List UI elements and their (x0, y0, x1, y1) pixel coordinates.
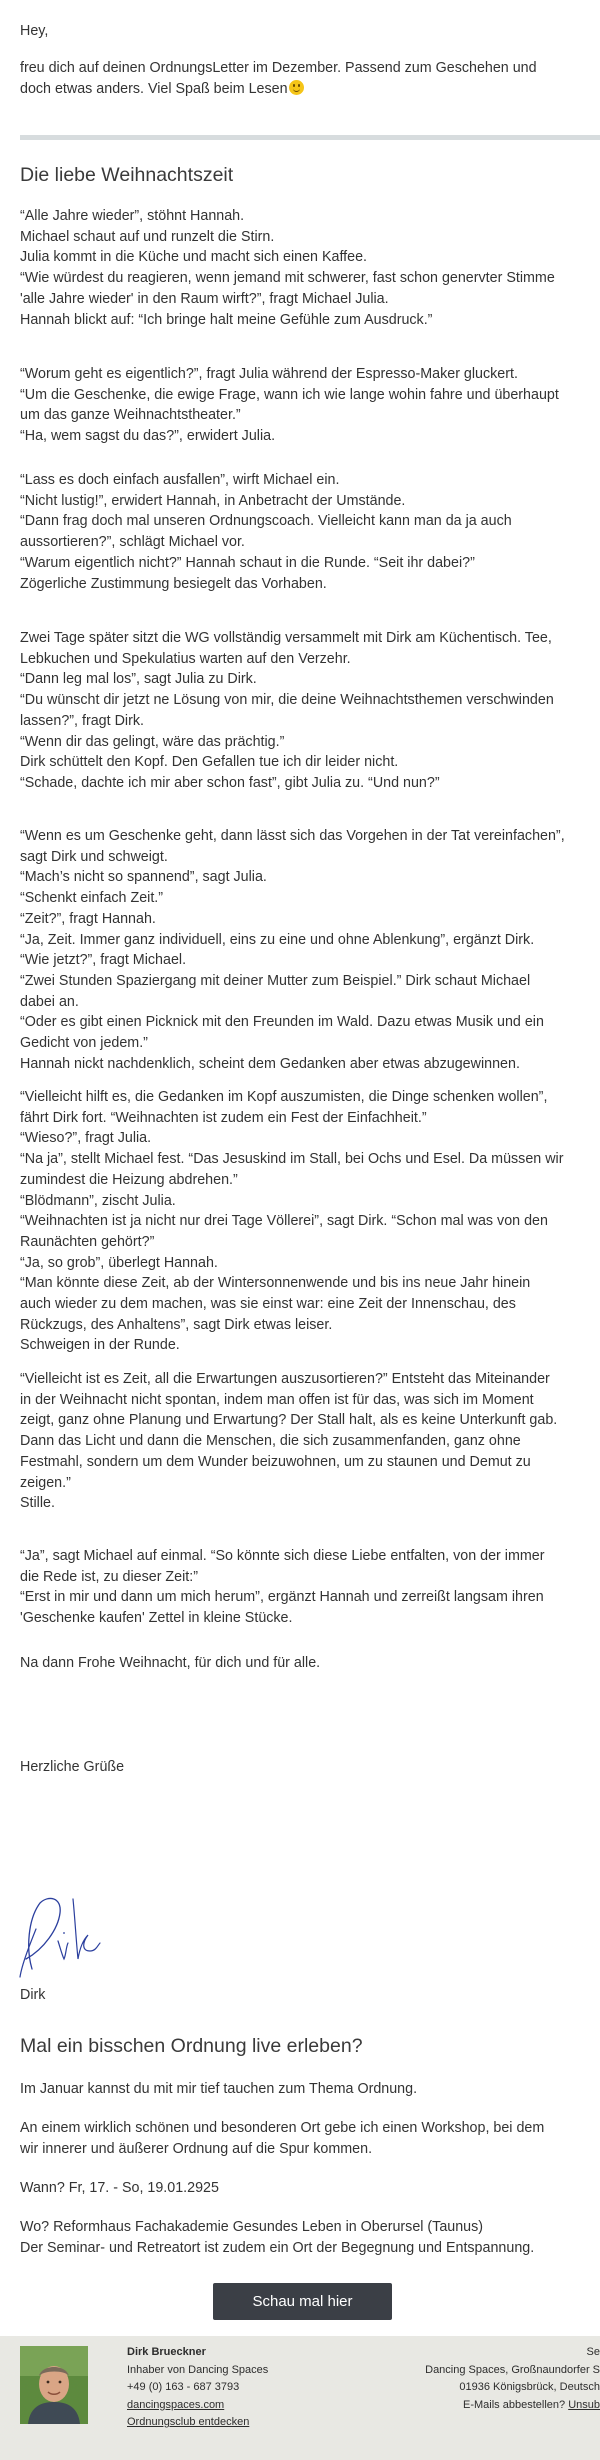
footer-role: Inhaber von Dancing Spaces (127, 2363, 269, 2376)
story-line: “Wenn dir das gelingt, wäre das prächtig.” (20, 733, 285, 750)
story-paragraph (20, 826, 565, 1074)
intro-line-1: freu dich auf deinen OrdnungsLetter im Dezember. Passend zum Geschehen und (20, 60, 537, 76)
story-paragraph (20, 470, 512, 594)
workshop-line: Der Seminar- und Retreatort ist zudem ein Ort der Begegnung und Entspannung. (20, 2239, 535, 2256)
story-closing-line: Na dann Frohe Weihnacht, für dich und für alle. (20, 1655, 321, 1671)
workshop-line: Wann? Fr, 17. - So, 19.01.2925 (20, 2180, 219, 2196)
story-line: “Man könnte diese Zeit, ab der Wintersonnenwende und bis ins neue Jahr hinein (20, 1275, 531, 1292)
story-line: “Zwei Stunden Spaziergang mit deiner Mutter zum Beispiel.” Dirk schaut Michael (20, 972, 531, 989)
story-paragraph (20, 206, 555, 330)
story-paragraph (20, 1087, 563, 1356)
footer-name: Dirk Brueckner (127, 2346, 206, 2358)
story-line: “Lass es doch einfach ausfallen”, wirft Michael ein. (20, 472, 340, 488)
greeting: Hey, (20, 23, 49, 39)
story-line: “Wie jetzt?”, fragt Michael. (20, 952, 187, 969)
story-line: Hannah nickt nachdenklich, scheint dem Gedanken aber etwas abzugewinnen. (20, 1055, 520, 1072)
story-line: “Dann leg mal los”, sagt Julia zu Dirk. (20, 671, 257, 688)
story-line: Hannah blickt auf: “Ich bringe halt meine Gefühle zum Ausdruck.” (20, 311, 433, 328)
workshop-line: An einem wirklich schönen und besonderen Ort gebe ich einen Workshop, bei dem (20, 2120, 545, 2136)
story-line: Festmahl, sondern um dem Wunder beizuwohnen, um zu staunen und Demut zu (20, 1453, 531, 1470)
story-line: “Um die Geschenke, die ewige Frage, wann ich wie lange wohin fahre und überhaupt (20, 386, 559, 403)
story-line: die Rede ist, zu dieser Zeit:” (20, 1568, 198, 1585)
story-line: zumindest die Heizung abdrehen.” (20, 1171, 238, 1188)
divider (20, 135, 600, 140)
story-line: “Vielleicht hilft es, die Gedanken im Kopf auszumisten, die Dinge schenken wollen”, (20, 1089, 548, 1105)
footer (0, 2336, 600, 2460)
story-paragraph (20, 628, 554, 794)
story-paragraph (20, 364, 559, 447)
story-line: fährt Dirk fort. “Weihnachten ist zudem ein Fest der Einfachheit.” (20, 1109, 427, 1126)
story-paragraph (20, 1369, 557, 1514)
story-line: “Vielleicht ist es Zeit, all die Erwartungen auszusortieren?” Entsteht das Miteinander (20, 1371, 550, 1387)
story-line: “Blödmann”, zischt Julia. (20, 1192, 176, 1209)
workshop-date (20, 2178, 219, 2199)
story-line: “Ja, so grob”, überlegt Hannah. (20, 1254, 218, 1271)
story-line: Zwei Tage später sitzt die WG vollständig versammelt mit Dirk am Küchentisch. Tee, (20, 630, 552, 646)
intro-line-2: doch etwas anders. Viel Spaß beim Lesen (20, 80, 288, 97)
story-line: “Du wünscht dir jetzt ne Lösung von mir, die deine Weihnachtsthemen verschwinden (20, 692, 554, 709)
closing-greeting: Herzliche Grüße (20, 1759, 125, 1775)
story-line: 'alle Jahre wieder' in den Raum wirft?”, fragt Michael Julia. (20, 290, 389, 307)
story-line: 'Geschenke kaufen' Zettel in kleine Stücke. (20, 1610, 293, 1627)
story-line: zeigt, ganz ohne Planung und Erwartung? Der Stall halt, als es keine Unterkunft gab. (20, 1412, 558, 1429)
story-line: zeigen.” (20, 1474, 71, 1491)
story-line: Stille. (20, 1495, 55, 1512)
story-paragraph (20, 1546, 544, 1629)
footer-website-link[interactable]: dancingspaces.com (127, 2398, 225, 2411)
story-line: “Warum eigentlich nicht?” Hannah schaut in die Runde. “Seit ihr dabei?” (20, 554, 475, 571)
story-line: “Ha, wem sagst du das?”, erwidert Julia. (20, 428, 276, 445)
unsubscribe-prefix: E-Mails abbestellen? (463, 2398, 566, 2411)
workshop-line: Wo? Reformhaus Fachakademie Gesundes Leben in Oberursel (Taunus) (20, 2219, 484, 2235)
footer-right-top: Se (586, 2346, 600, 2358)
story-line: lassen?”, fragt Dirk. (20, 712, 144, 729)
story-line: um das ganze Weihnachtstheater.” (20, 407, 241, 424)
story-line: Dann das Licht und dann die Menschen, die sich zusammenfanden, ganz ohne (20, 1433, 521, 1450)
intro-paragraph (20, 58, 537, 99)
story-line: Julia kommt in die Küche und macht sich einen Kaffee. (20, 249, 368, 266)
workshop-paragraph (20, 2118, 544, 2159)
story-line: “Mach’s nicht so spannend”, sagt Julia. (20, 869, 267, 886)
story-line: “Ja”, sagt Michael auf einmal. “So könnte sich diese Liebe entfalten, von der immer (20, 1548, 545, 1564)
workshop-line: Im Januar kannst du mit mir tief tauchen zum Thema Ordnung. (20, 2081, 418, 2097)
story-line: “Schade, dachte ich mir aber schon fast”, gibt Julia zu. “Und nun?” (20, 774, 440, 791)
story-line: “Wie würdest du reagieren, wenn jemand mit schwerer, fast schon genervter Stimme (20, 270, 555, 287)
story-line: “Weihnachten ist ja nicht nur drei Tage Völlerei”, sagt Dirk. “Schon mal was von den (20, 1213, 548, 1230)
story-line: Michael schaut auf und runzelt die Stirn. (20, 228, 275, 245)
section-title-workshop: Mal ein bisschen Ordnung live erleben? (20, 2035, 363, 2057)
story-line: Dirk schüttelt den Kopf. Den Gefallen tue ich dir leider nicht. (20, 754, 399, 771)
footer-contact (127, 2344, 268, 2432)
story-line: “Wieso?”, fragt Julia. (20, 1130, 152, 1147)
footer-unsubscribe (300, 2397, 600, 2415)
workshop-paragraph (20, 2079, 417, 2100)
signature-name: Dirk (20, 1987, 46, 2003)
story-line: “Schenkt einfach Zeit.” (20, 890, 164, 907)
story-line: “Oder es gibt einen Picknick mit den Freunden im Wald. Dazu etwas Musik und ein (20, 1014, 544, 1031)
story-line: Gedicht von jedem.” (20, 1035, 148, 1052)
unsubscribe-link[interactable]: Unsub (568, 2398, 600, 2411)
smiley-icon (289, 80, 304, 95)
avatar (20, 2346, 88, 2424)
story-line: sagt Dirk und schweigt. (20, 848, 168, 865)
footer-phone: +49 (0) 163 - 687 3793 (127, 2381, 240, 2393)
story-line: Rückzugs, des Anhaltens”, sagt Dirk etwas leiser. (20, 1316, 333, 1333)
section-title-christmas: Die liebe Weihnachtszeit (20, 164, 234, 186)
story-line: “Dann frag doch mal unseren Ordnungscoach. Vielleicht kann man da ja auch (20, 513, 512, 530)
story-line: “Wenn es um Geschenke geht, dann lässt sich das Vorgehen in der Tat vereinfachen”, (20, 828, 565, 844)
story-line: Lebkuchen und Spekulatius warten auf den Verzehr. (20, 650, 351, 667)
story-line: “Alle Jahre wieder”, stöhnt Hannah. (20, 208, 245, 224)
story-line: “Nicht lustig!”, erwidert Hannah, in Anbetracht der Umstände. (20, 492, 406, 509)
story-line: “Worum geht es eigentlich?”, fragt Julia während der Espresso-Maker gluckert. (20, 366, 518, 382)
story-line: auch wieder zu dem machen, was sie einst war: eine Zeit der Innenschau, des (20, 1296, 516, 1313)
story-line: “Na ja”, stellt Michael fest. “Das Jesuskind im Stall, bei Ochs und Esel. Da müssen wir (20, 1151, 564, 1168)
footer-club-link[interactable]: Ordnungsclub entdecken (127, 2416, 250, 2428)
footer-address-1: Dancing Spaces, Großnaundorfer S (425, 2363, 600, 2376)
story-line: aussortieren?”, schlägt Michael vor. (20, 534, 245, 551)
story-line: Schweigen in der Runde. (20, 1337, 180, 1354)
footer-legal (300, 2344, 600, 2414)
footer-address-2: 01936 Königsbrück, Deutsch (459, 2381, 600, 2393)
signature-image (18, 1889, 118, 1984)
story-line: Raunächten gehört?” (20, 1233, 155, 1250)
story-line: dabei an. (20, 993, 79, 1010)
workshop-location (20, 2217, 534, 2258)
story-line: Zögerliche Zustimmung besiegelt das Vorhaben. (20, 575, 327, 592)
story-line: “Erst in mir und dann um mich herum”, ergänzt Hannah und zerreißt langsam ihren (20, 1589, 544, 1606)
workshop-line: wir innerer und äußerer Ordnung auf die Spur kommen. (20, 2140, 373, 2157)
story-line: in der Weihnacht nicht spontan, indem man offen ist für das, was sich im Moment (20, 1391, 534, 1408)
story-line: “Ja, Zeit. Immer ganz individuell, eins zu eine und ohne Ablenkung”, ergänzt Dirk. (20, 931, 535, 948)
cta-button[interactable]: Schau mal hier (213, 2283, 392, 2320)
story-line: “Zeit?”, fragt Hannah. (20, 910, 156, 927)
profile-photo-icon (20, 2346, 88, 2424)
